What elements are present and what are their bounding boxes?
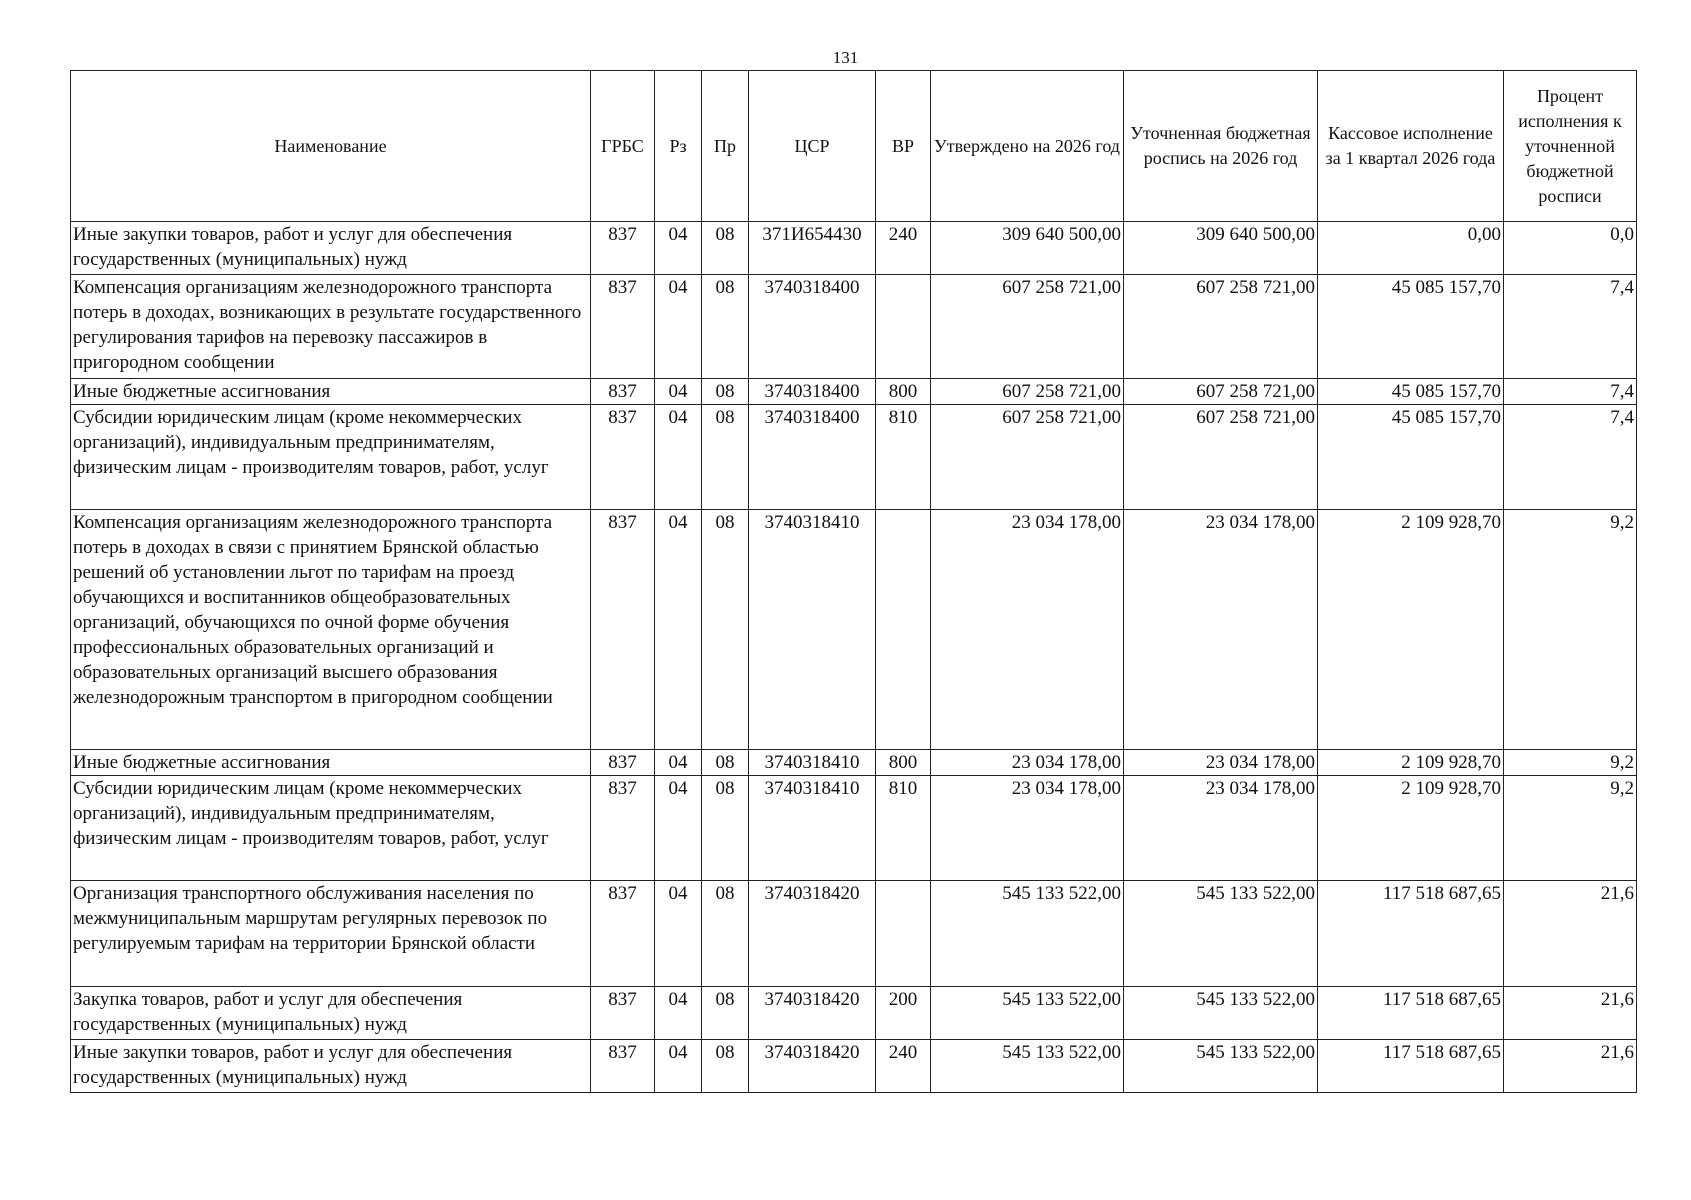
cell-grbs: 837 bbox=[591, 881, 655, 987]
table-row bbox=[71, 405, 1637, 510]
cell-cash: 117 518 687,65 bbox=[1318, 881, 1504, 987]
cell-cash: 0,00 bbox=[1318, 222, 1504, 275]
table-row bbox=[71, 776, 1637, 881]
cell-csr: 3740318400 bbox=[749, 275, 876, 379]
header-grbs: ГРБС bbox=[591, 71, 655, 222]
cell-cash: 117 518 687,65 bbox=[1318, 987, 1504, 1040]
header-refined: Уточненная бюджетная роспись на 2026 год bbox=[1124, 71, 1318, 222]
header-vr: ВР bbox=[876, 71, 931, 222]
table-row bbox=[71, 750, 1637, 776]
cell-csr: 3740318420 bbox=[749, 881, 876, 987]
cell-cash: 2 109 928,70 bbox=[1318, 510, 1504, 750]
cell-refined: 607 258 721,00 bbox=[1124, 275, 1318, 379]
cell-pr: 08 bbox=[702, 379, 749, 405]
cell-percent: 9,2 bbox=[1504, 510, 1637, 750]
table-header-row bbox=[71, 71, 1637, 222]
cell-rz: 04 bbox=[655, 222, 702, 275]
cell-percent: 0,0 bbox=[1504, 222, 1637, 275]
cell-rz: 04 bbox=[655, 405, 702, 510]
cell-cash: 45 085 157,70 bbox=[1318, 275, 1504, 379]
cell-approved: 607 258 721,00 bbox=[931, 405, 1124, 510]
cell-rz: 04 bbox=[655, 987, 702, 1040]
cell-pr: 08 bbox=[702, 1040, 749, 1093]
cell-rz: 04 bbox=[655, 1040, 702, 1093]
cell-csr: 3740318420 bbox=[749, 1040, 876, 1093]
cell-grbs: 837 bbox=[591, 379, 655, 405]
cell-rz: 04 bbox=[655, 379, 702, 405]
cell-grbs: 837 bbox=[591, 987, 655, 1040]
cell-refined: 545 133 522,00 bbox=[1124, 1040, 1318, 1093]
cell-csr: 371И654430 bbox=[749, 222, 876, 275]
cell-grbs: 837 bbox=[591, 776, 655, 881]
cell-vr: 240 bbox=[876, 1040, 931, 1093]
cell-csr: 3740318400 bbox=[749, 379, 876, 405]
cell-cash: 2 109 928,70 bbox=[1318, 750, 1504, 776]
cell-approved: 545 133 522,00 bbox=[931, 881, 1124, 987]
cell-rz: 04 bbox=[655, 510, 702, 750]
cell-name: Иные бюджетные ассигнования bbox=[71, 750, 591, 776]
cell-pr: 08 bbox=[702, 405, 749, 510]
header-cash: Кассовое исполнение за 1 квартал 2026 года bbox=[1318, 71, 1504, 222]
cell-grbs: 837 bbox=[591, 222, 655, 275]
cell-approved: 545 133 522,00 bbox=[931, 1040, 1124, 1093]
table-row bbox=[71, 275, 1637, 379]
cell-rz: 04 bbox=[655, 275, 702, 379]
table-row bbox=[71, 881, 1637, 987]
cell-refined: 607 258 721,00 bbox=[1124, 405, 1318, 510]
cell-vr bbox=[876, 510, 931, 750]
header-csr: ЦСР bbox=[749, 71, 876, 222]
cell-approved: 309 640 500,00 bbox=[931, 222, 1124, 275]
cell-name: Субсидии юридическим лицам (кроме некоммерческих организаций), индивидуальным предпринимателям, физическим лицам - производителям товаров, работ, услуг bbox=[71, 776, 591, 881]
cell-name: Иные закупки товаров, работ и услуг для обеспечения государственных (муниципальных) нужд bbox=[71, 222, 591, 275]
cell-csr: 3740318410 bbox=[749, 750, 876, 776]
cell-csr: 3740318410 bbox=[749, 776, 876, 881]
cell-vr: 810 bbox=[876, 776, 931, 881]
cell-percent: 21,6 bbox=[1504, 881, 1637, 987]
cell-refined: 309 640 500,00 bbox=[1124, 222, 1318, 275]
cell-pr: 08 bbox=[702, 275, 749, 379]
cell-percent: 7,4 bbox=[1504, 379, 1637, 405]
cell-grbs: 837 bbox=[591, 405, 655, 510]
cell-csr: 3740318420 bbox=[749, 987, 876, 1040]
cell-approved: 23 034 178,00 bbox=[931, 776, 1124, 881]
cell-rz: 04 bbox=[655, 881, 702, 987]
cell-vr: 800 bbox=[876, 750, 931, 776]
cell-rz: 04 bbox=[655, 776, 702, 881]
cell-cash: 117 518 687,65 bbox=[1318, 1040, 1504, 1093]
cell-grbs: 837 bbox=[591, 510, 655, 750]
cell-name: Иные закупки товаров, работ и услуг для обеспечения государственных (муниципальных) нужд bbox=[71, 1040, 591, 1093]
header-approved: Утверждено на 2026 год bbox=[931, 71, 1124, 222]
cell-percent: 7,4 bbox=[1504, 405, 1637, 510]
cell-refined: 23 034 178,00 bbox=[1124, 750, 1318, 776]
cell-cash: 45 085 157,70 bbox=[1318, 405, 1504, 510]
cell-name: Организация транспортного обслуживания населения по межмуниципальным маршрутам регулярных перевозок по регулируемым тарифам на территории Брянской области bbox=[71, 881, 591, 987]
cell-grbs: 837 bbox=[591, 1040, 655, 1093]
header-name: Наименование bbox=[71, 71, 591, 222]
cell-refined: 545 133 522,00 bbox=[1124, 987, 1318, 1040]
cell-percent: 9,2 bbox=[1504, 750, 1637, 776]
table-row bbox=[71, 379, 1637, 405]
cell-approved: 23 034 178,00 bbox=[931, 510, 1124, 750]
cell-vr: 810 bbox=[876, 405, 931, 510]
cell-vr: 240 bbox=[876, 222, 931, 275]
cell-pr: 08 bbox=[702, 222, 749, 275]
table-row bbox=[71, 987, 1637, 1040]
table-row bbox=[71, 1040, 1637, 1093]
cell-csr: 3740318410 bbox=[749, 510, 876, 750]
cell-approved: 607 258 721,00 bbox=[931, 275, 1124, 379]
page-number: 131 bbox=[832, 48, 859, 67]
cell-name: Иные бюджетные ассигнования bbox=[71, 379, 591, 405]
cell-refined: 23 034 178,00 bbox=[1124, 510, 1318, 750]
budget-table bbox=[70, 70, 1637, 1093]
cell-rz: 04 bbox=[655, 750, 702, 776]
cell-approved: 545 133 522,00 bbox=[931, 987, 1124, 1040]
cell-name: Субсидии юридическим лицам (кроме некоммерческих организаций), индивидуальным предпринимателям, физическим лицам - производителям товаров, работ, услуг bbox=[71, 405, 591, 510]
table-row bbox=[71, 510, 1637, 750]
cell-pr: 08 bbox=[702, 750, 749, 776]
cell-vr bbox=[876, 881, 931, 987]
cell-percent: 9,2 bbox=[1504, 776, 1637, 881]
cell-approved: 607 258 721,00 bbox=[931, 379, 1124, 405]
cell-percent: 7,4 bbox=[1504, 275, 1637, 379]
cell-refined: 607 258 721,00 bbox=[1124, 379, 1318, 405]
cell-pr: 08 bbox=[702, 776, 749, 881]
header-percent: Процент исполнения к уточненной бюджетной росписи bbox=[1504, 71, 1637, 222]
cell-name: Компенсация организациям железнодорожного транспорта потерь в доходах, возникающих в результате государственного регулирования тарифов на перевозку пассажиров в пригородном сообщении bbox=[71, 275, 591, 379]
table-row bbox=[71, 222, 1637, 275]
cell-grbs: 837 bbox=[591, 275, 655, 379]
cell-pr: 08 bbox=[702, 510, 749, 750]
cell-name: Закупка товаров, работ и услуг для обеспечения государственных (муниципальных) нужд bbox=[71, 987, 591, 1040]
cell-vr: 200 bbox=[876, 987, 931, 1040]
header-pr: Пр bbox=[702, 71, 749, 222]
cell-cash: 45 085 157,70 bbox=[1318, 379, 1504, 405]
cell-percent: 21,6 bbox=[1504, 1040, 1637, 1093]
cell-approved: 23 034 178,00 bbox=[931, 750, 1124, 776]
cell-grbs: 837 bbox=[591, 750, 655, 776]
cell-csr: 3740318400 bbox=[749, 405, 876, 510]
cell-refined: 545 133 522,00 bbox=[1124, 881, 1318, 987]
cell-refined: 23 034 178,00 bbox=[1124, 776, 1318, 881]
cell-pr: 08 bbox=[702, 987, 749, 1040]
cell-vr bbox=[876, 275, 931, 379]
cell-name: Компенсация организациям железнодорожного транспорта потерь в доходах в связи с принятием Брянской областью решений об установлении льгот по тарифам на проезд обучающихся и воспитанников общеобразовательных организаций, обучающихся по очной форме обучения профессиональных образовательных организаций и образовательных организаций высшего образования железнодорожным транспортом в пригородном сообщении bbox=[71, 510, 591, 750]
cell-cash: 2 109 928,70 bbox=[1318, 776, 1504, 881]
header-rz: Рз bbox=[655, 71, 702, 222]
cell-vr: 800 bbox=[876, 379, 931, 405]
cell-percent: 21,6 bbox=[1504, 987, 1637, 1040]
cell-pr: 08 bbox=[702, 881, 749, 987]
